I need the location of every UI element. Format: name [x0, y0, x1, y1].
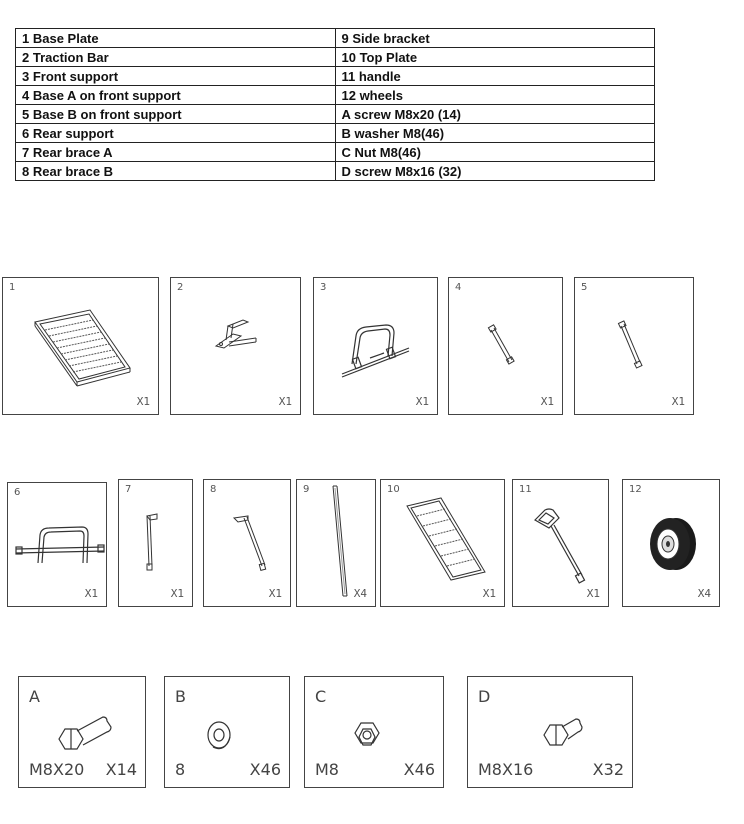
- part-number: 8: [210, 484, 217, 495]
- part-number: 12: [629, 484, 642, 495]
- part-quantity: X1: [278, 395, 292, 408]
- part-8-box: [203, 479, 291, 607]
- part-quantity: X1: [268, 587, 282, 600]
- table-cell: 4 Base A on front support: [16, 86, 336, 105]
- part-2-box: [170, 277, 301, 415]
- part-11-box: [512, 479, 609, 607]
- table-cell: 12 wheels: [335, 86, 655, 105]
- hardware-b-box: [164, 676, 290, 788]
- part-6-box: [7, 482, 107, 607]
- table-cell: D screw M8x16 (32): [335, 162, 655, 181]
- hardware-c-box: [304, 676, 444, 788]
- hardware-quantity: X46: [249, 760, 281, 779]
- part-quantity: X1: [671, 395, 685, 408]
- table-row: [16, 29, 655, 48]
- table-row: [16, 105, 655, 124]
- table-cell: C Nut M8(46): [335, 143, 655, 162]
- part-quantity: X4: [697, 587, 711, 600]
- parts-list-table: [15, 28, 655, 181]
- part-number: 9: [303, 484, 310, 495]
- part-number: 10: [387, 484, 400, 495]
- part-number: 4: [455, 282, 462, 293]
- part-7-box: [118, 479, 193, 607]
- part-10-box: [380, 479, 505, 607]
- hardware-letter: A: [29, 687, 40, 706]
- table-cell: 5 Base B on front support: [16, 105, 336, 124]
- part-number: 11: [519, 484, 532, 495]
- hardware-letter: C: [315, 687, 327, 706]
- part-number: 1: [9, 282, 16, 293]
- part-3-box: [313, 277, 438, 415]
- part-9-box: [296, 479, 376, 607]
- part-1-box: [2, 277, 159, 415]
- part-number: 5: [581, 282, 588, 293]
- hardware-spec: M8X20: [29, 760, 85, 779]
- part-quantity: X1: [586, 587, 600, 600]
- part-number: 6: [14, 487, 21, 498]
- table-row: [16, 48, 655, 67]
- table-row: [16, 67, 655, 86]
- table-cell: 6 Rear support: [16, 124, 336, 143]
- part-quantity: X1: [136, 395, 150, 408]
- table-cell: 1 Base Plate: [16, 29, 336, 48]
- part-quantity: X1: [84, 587, 98, 600]
- table-row: [16, 86, 655, 105]
- hardware-letter: D: [478, 687, 491, 706]
- table-cell: 7 Rear brace A: [16, 143, 336, 162]
- table-cell: 9 Side bracket: [335, 29, 655, 48]
- part-quantity: X4: [353, 587, 367, 600]
- table-cell: B washer M8(46): [335, 124, 655, 143]
- table-row: [16, 162, 655, 181]
- hardware-d-box: [467, 676, 633, 788]
- part-5-box: [574, 277, 694, 415]
- part-quantity: X1: [482, 587, 496, 600]
- part-quantity: X1: [170, 587, 184, 600]
- table-row: [16, 124, 655, 143]
- hardware-spec: M8: [315, 760, 339, 779]
- table-row: [16, 143, 655, 162]
- table-cell: 10 Top Plate: [335, 48, 655, 67]
- hardware-letter: B: [175, 687, 186, 706]
- table-cell: 3 Front support: [16, 67, 336, 86]
- part-quantity: X1: [415, 395, 429, 408]
- part-number: 3: [320, 282, 327, 293]
- hardware-quantity: X32: [592, 760, 624, 779]
- table-cell: 8 Rear brace B: [16, 162, 336, 181]
- part-number: 2: [177, 282, 184, 293]
- part-quantity: X1: [540, 395, 554, 408]
- hardware-spec: M8X16: [478, 760, 534, 779]
- hardware-quantity: X46: [403, 760, 435, 779]
- hardware-spec: 8: [175, 760, 186, 779]
- part-number: 7: [125, 484, 132, 495]
- part-4-box: [448, 277, 563, 415]
- table-cell: 2 Traction Bar: [16, 48, 336, 67]
- table-cell: A screw M8x20 (14): [335, 105, 655, 124]
- table-cell: 11 handle: [335, 67, 655, 86]
- part-12-box: [622, 479, 720, 607]
- hardware-a-box: [18, 676, 146, 788]
- hardware-quantity: X14: [105, 760, 137, 779]
